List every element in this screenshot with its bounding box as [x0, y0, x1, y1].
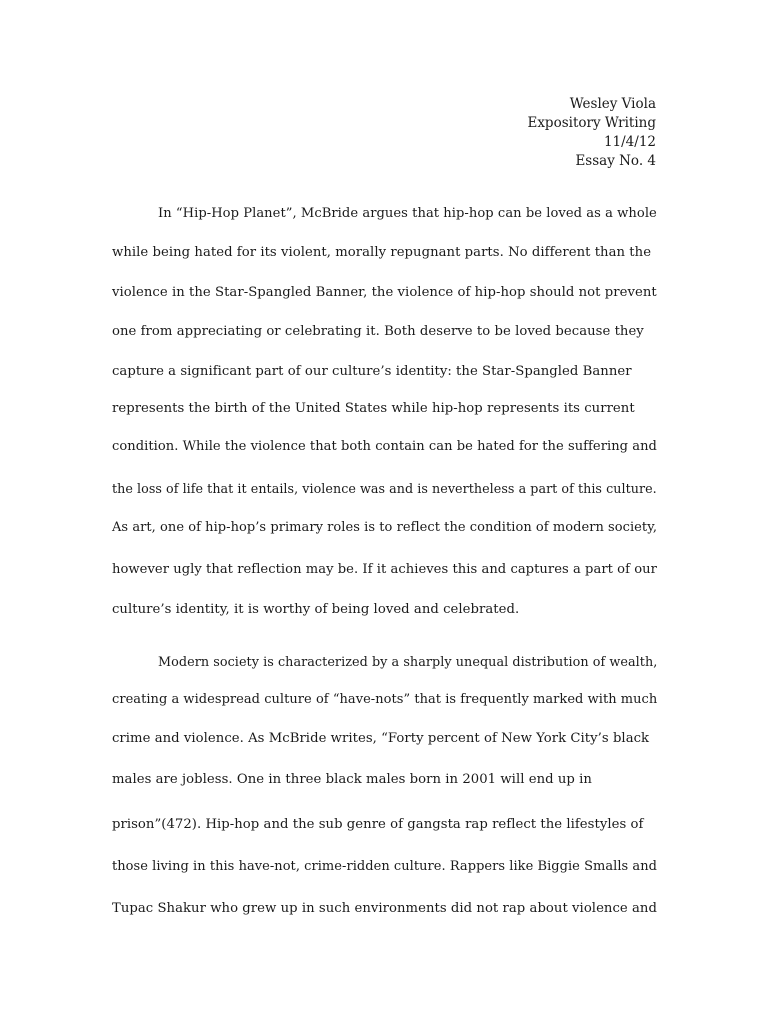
- text-line: culture’s identity, it is worthy of being loved and celebrated.: [112, 602, 520, 617]
- text-line: Modern society is characterized by a sharply unequal distribution of wealth,: [158, 655, 658, 670]
- course-name: Expository Writing: [527, 115, 656, 131]
- text-line: represents the birth of the United States while hip-hop represents its current: [112, 401, 635, 416]
- text-line: those living in this have-not, crime-ridden culture. Rappers like Biggie Smalls and: [112, 859, 657, 874]
- essay-header: [527, 95, 656, 171]
- text-line: As art, one of hip-hop’s primary roles is to reflect the condition of modern society,: [112, 520, 658, 535]
- text-line: condition. While the violence that both contain can be hated for the suffering and: [112, 439, 657, 454]
- text-line: crime and violence. As McBride writes, “Forty percent of New York City’s black: [112, 731, 650, 746]
- essay-number: Essay No. 4: [575, 153, 656, 169]
- text-line: however ugly that reflection may be. If it achieves this and captures a part of our: [112, 562, 657, 577]
- text-line: creating a widespread culture of “have-nots” that is frequently marked with much: [112, 692, 658, 707]
- text-line: Tupac Shakur who grew up in such environments did not rap about violence and: [112, 901, 657, 916]
- text-line: the loss of life that it entails, violence was and is nevertheless a part of this culture.: [112, 482, 657, 497]
- essay-date: 11/4/12: [603, 134, 656, 150]
- text-line: capture a significant part of our culture’s identity: the Star-Spangled Banner: [112, 364, 632, 379]
- text-line: one from appreciating or celebrating it. Both deserve to be loved because they: [112, 324, 644, 339]
- text-line: violence in the Star-Spangled Banner, the violence of hip-hop should not prevent: [112, 285, 657, 300]
- text-line: In “Hip-Hop Planet”, McBride argues that hip-hop can be loved as a whole: [158, 206, 657, 221]
- text-line: prison”(472). Hip-hop and the sub genre of gangsta rap reflect the lifestyles of: [112, 817, 644, 832]
- text-line: males are jobless. One in three black males born in 2001 will end up in: [112, 772, 592, 787]
- author-name: Wesley Viola: [569, 96, 656, 112]
- text-line: while being hated for its violent, morally repugnant parts. No different than the: [112, 245, 652, 260]
